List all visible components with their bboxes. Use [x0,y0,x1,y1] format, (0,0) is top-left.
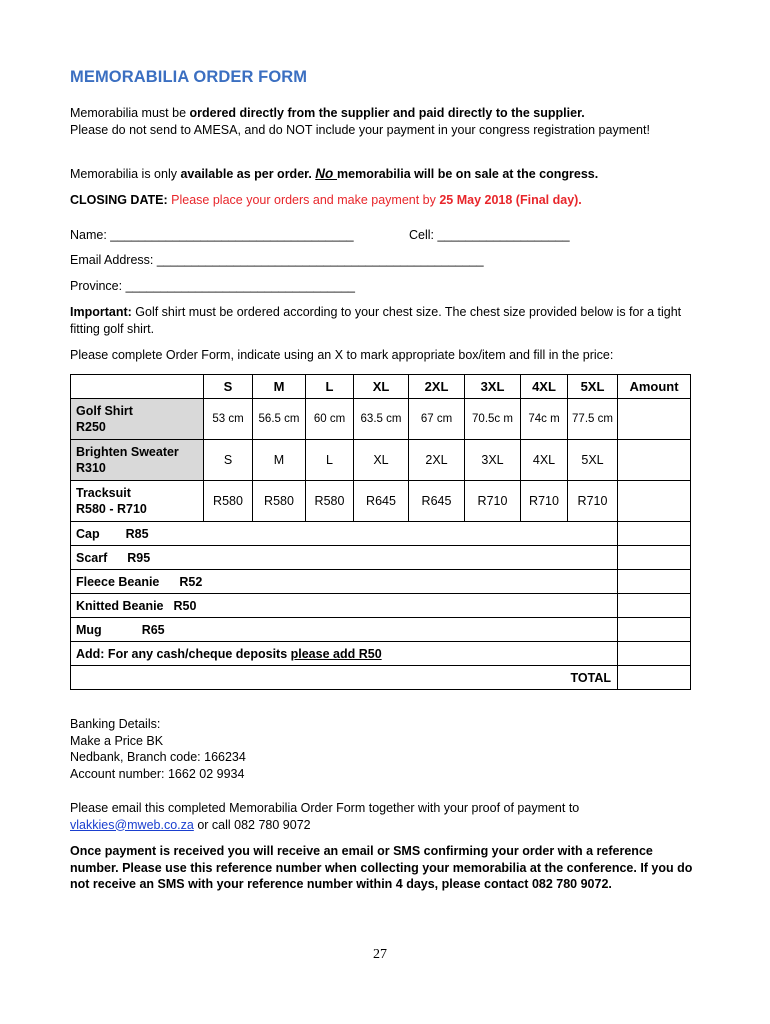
item-tracksuit [71,481,204,522]
order-table [70,374,691,690]
item-mug[interactable] [71,618,618,642]
header-size: 4XL [521,375,568,399]
amount-cell[interactable] [618,594,691,618]
size-cell[interactable]: R580 [306,481,354,522]
amount-cell[interactable] [618,642,691,666]
header-amount: Amount [618,375,691,399]
important-label: Important: [70,305,132,319]
email-note [70,800,579,833]
no-emphasis: No [315,166,338,181]
header-size: M [253,375,306,399]
header-size: 5XL [568,375,618,399]
intro-bold-text: ordered directly from the supplier and paid directly to the supplier. [189,106,585,120]
item-name: Golf Shirt [76,404,133,418]
table-row-scarf [71,546,691,570]
item-price: R95 [127,550,151,565]
availability-text: Memorabilia is only [70,167,181,181]
amount-cell[interactable] [618,522,691,546]
item-price: R85 [125,526,149,541]
item-scarf[interactable] [71,546,618,570]
total-label: TOTAL [71,666,618,690]
size-cell[interactable]: 77.5 cm [568,399,618,440]
availability-bold-end: memorabilia will be on sale at the congress. [337,167,599,181]
size-cell[interactable]: 3XL [465,440,521,481]
amount-cell[interactable] [618,481,691,522]
size-cell[interactable]: 56.5 cm [253,399,306,440]
header-item [71,375,204,399]
header-size: 3XL [465,375,521,399]
size-cell[interactable]: 5XL [568,440,618,481]
item-fleece-beanie[interactable] [71,570,618,594]
header-size: 2XL [409,375,465,399]
deposit-note [71,642,618,666]
banking-details [70,716,246,782]
item-price: R250 [76,420,106,434]
name-field[interactable]: Name: ___________________________________ [70,228,354,242]
item-golf-shirt [71,399,204,440]
size-cell[interactable]: 74c m [521,399,568,440]
size-cell[interactable]: R580 [253,481,306,522]
amount-cell[interactable] [618,546,691,570]
table-row-sweater [71,440,691,481]
closing-date-value: 25 May 2018 (Final day). [439,193,582,207]
header-size: S [204,375,253,399]
closing-date-paragraph [70,192,582,209]
header-size: L [306,375,354,399]
size-cell[interactable]: 53 cm [204,399,253,440]
size-cell[interactable]: R645 [354,481,409,522]
table-row-cap [71,522,691,546]
item-name: Cap [76,526,100,541]
item-price: R580 - R710 [76,502,147,516]
header-size: XL [354,375,409,399]
item-price: R52 [179,574,203,589]
email-field[interactable]: Email Address: _______________________________________________ [70,253,484,267]
size-cell[interactable]: 67 cm [409,399,465,440]
item-sweater [71,440,204,481]
closing-date-text: Please place your orders and make payment by [171,193,440,207]
cell-field[interactable]: Cell: ___________________ [409,228,570,242]
availability-bold: available as per order. [180,167,316,181]
table-row-total [71,666,691,690]
banking-branch: Nedbank, Branch code: 166234 [70,750,246,764]
size-cell[interactable]: XL [354,440,409,481]
page-title: MEMORABILIA ORDER FORM [70,68,308,86]
important-text: Golf shirt must be ordered according to your chest size. The chest size provided below is for a tight fitting golf shirt. [70,305,682,336]
size-cell[interactable]: R710 [521,481,568,522]
amount-cell[interactable] [618,570,691,594]
item-name: Tracksuit [76,486,131,500]
item-price: R50 [173,598,197,613]
deposit-fee: please add R50 [290,646,382,661]
deposit-text: Add: For any cash/cheque deposits [76,646,291,661]
size-cell[interactable]: 63.5 cm [354,399,409,440]
banking-heading: Banking Details: [70,717,161,731]
size-cell[interactable]: R710 [568,481,618,522]
instruction-text: Please complete Order Form, indicate using an X to mark appropriate box/item and fill in the price: [70,348,614,362]
size-cell[interactable]: 2XL [409,440,465,481]
item-price: R65 [141,622,165,637]
table-header-row [71,375,691,399]
size-cell[interactable]: 4XL [521,440,568,481]
size-cell[interactable]: M [253,440,306,481]
item-knitted-beanie[interactable] [71,594,618,618]
call-text: or call 082 780 9072 [193,817,311,832]
intro-text: Memorabilia must be [70,106,190,120]
availability-paragraph [70,166,598,183]
confirmation-note: Once payment is received you will receive an email or SMS confirming your order with a reference number. Please use this reference number when collecting your memorabilia at the conference. If you do not receive an SMS with your reference number within 4 days, please contact 082 780 9072. [70,844,693,891]
closing-date-label: CLOSING DATE: [70,193,172,207]
province-field[interactable]: Province: _________________________________ [70,279,355,293]
item-name: Knitted Beanie [76,598,164,613]
page-number: 27 [373,947,387,962]
amount-cell[interactable] [618,399,691,440]
item-name: Fleece Beanie [76,574,160,589]
amount-cell[interactable] [618,440,691,481]
table-row-knitted-beanie [71,594,691,618]
size-cell[interactable]: L [306,440,354,481]
item-cap[interactable] [71,522,618,546]
intro-warning-text: Please do not send to AMESA, and do NOT include your payment in your congress registration payment! [70,122,650,137]
amount-cell[interactable] [618,618,691,642]
table-row-deposit [71,642,691,666]
email-link[interactable]: vlakkies@mweb.co.za [70,817,194,832]
intro-paragraph [70,105,650,138]
size-cell[interactable]: 70.5c m [465,399,521,440]
size-cell[interactable]: R645 [409,481,465,522]
size-cell[interactable]: 60 cm [306,399,354,440]
size-cell[interactable]: S [204,440,253,481]
item-price: R310 [76,461,106,475]
size-cell[interactable]: R710 [465,481,521,522]
total-amount-cell[interactable] [618,666,691,690]
table-row-mug [71,618,691,642]
table-row-fleece-beanie [71,570,691,594]
email-note-text: Please email this completed Memorabilia Order Form together with your proof of payment to [70,801,580,815]
important-note [70,304,690,337]
size-cell[interactable]: R580 [204,481,253,522]
item-name: Scarf [76,550,108,565]
item-name: Mug [76,622,102,637]
table-row-tracksuit [71,481,691,522]
banking-name: Make a Price BK [70,733,164,748]
banking-account: Account number: 1662 02 9934 [70,766,245,781]
item-name: Brighten Sweater [76,445,179,459]
table-row-golf-shirt [71,399,691,440]
